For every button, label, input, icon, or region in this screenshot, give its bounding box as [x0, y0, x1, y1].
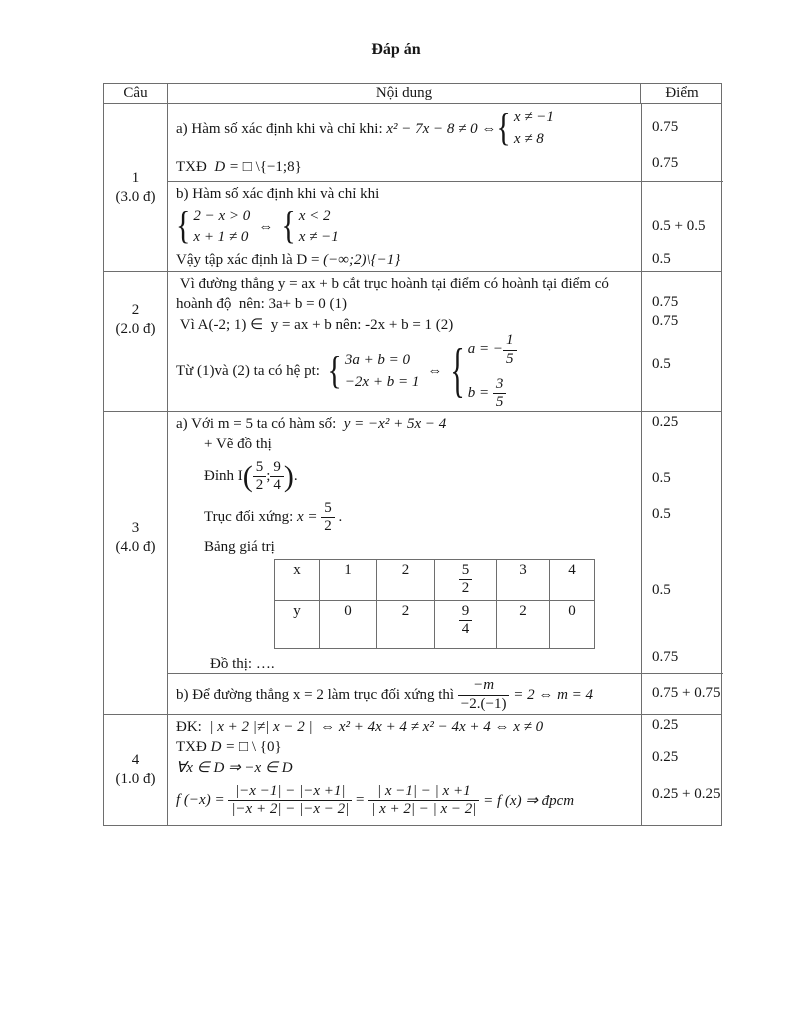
answer-text: ĐK: [176, 719, 210, 735]
answer-text: TXĐ [176, 739, 211, 756]
question-number: 1 [131, 169, 140, 186]
value-cell: 0 [320, 601, 377, 649]
answer-line [176, 499, 635, 537]
header-noidung: Nội dung [168, 84, 641, 103]
system-line: 2 − x > 0 [193, 207, 251, 224]
left-brace: { [327, 349, 342, 393]
system-line [468, 332, 517, 368]
question-score: (4.0 đ) [115, 539, 156, 555]
points-value: 0.25 [652, 749, 679, 765]
left-brace: { [496, 106, 511, 150]
answer-line [176, 778, 635, 824]
answer-math: = 2 ⇔ m = 4 [509, 686, 594, 703]
left-brace: { [281, 205, 296, 249]
system-line: 3a + b = 0 [344, 352, 411, 368]
answer-math: (−∞;2)\{−1} [323, 252, 401, 269]
brace-system [327, 350, 419, 394]
value-cell: y [275, 601, 320, 649]
question-2-subrow [168, 272, 723, 411]
answer-line: ∀x ∈ D ⇒ −x ∈ D [176, 759, 293, 776]
value-cell [435, 601, 497, 649]
brace-system [496, 107, 553, 151]
question-1-number [104, 104, 168, 271]
answer-line [176, 737, 635, 757]
answer-text: Trục đối xứng: [204, 509, 298, 525]
header-diem: Điểm [665, 85, 699, 101]
fraction: $\frac{1}{5}$ [503, 332, 517, 368]
iff-symbol: ⇔ [258, 218, 274, 235]
answer-text: a) Hàm số xác định khi và chỉ khi: [176, 120, 387, 137]
answer-math: b = [467, 384, 493, 401]
points-column [641, 715, 723, 825]
answer-text: Đỉnh I [204, 468, 243, 484]
system-line: x ≠ −1 [298, 229, 339, 246]
points-value: 0.75 + 0.75 [652, 685, 721, 701]
fraction: $\frac{-m}{-2.(-1)}$ [458, 677, 510, 713]
points-value: 0.5 + 0.5 [652, 218, 706, 234]
points-column [641, 104, 723, 181]
answer-line: Bảng giá trị [204, 538, 275, 555]
header-cau: Câu [104, 84, 168, 103]
points-column [641, 182, 723, 271]
value-table [274, 559, 595, 649]
points-column [641, 674, 723, 714]
answer-line: Vì A(-2; 1) ∈ y = ax + b nên: -2x + b = 1 (2) [176, 316, 454, 333]
question-3-row [104, 412, 721, 715]
answer-text: b) Để đường thẳng x = 2 làm trục đối xứng thì [176, 686, 458, 703]
question-2-row [104, 272, 721, 412]
question-score: (2.0 đ) [115, 320, 156, 337]
left-brace: { [450, 337, 465, 404]
answer-math: = f (x) ⇒ đpcm [479, 793, 575, 810]
answer-math: f (−x) = [176, 792, 229, 809]
answer-line [176, 717, 635, 737]
answer-math: a = − [467, 341, 503, 358]
answer-line [176, 250, 635, 270]
points-value: 0.5 [652, 506, 671, 522]
system-line: −2x + b = 1 [344, 373, 420, 390]
question-1b-subrow [168, 181, 723, 271]
value-cell: x [275, 560, 320, 601]
question-score: (3.0 đ) [115, 188, 156, 205]
points-value: 0.75 [652, 119, 679, 135]
points-value: 0.25 [652, 414, 679, 430]
question-1-row [104, 104, 721, 272]
question-1a-subrow [168, 104, 723, 181]
answer-text: . [293, 468, 298, 484]
fraction: $\frac{5}{2}$ [253, 459, 267, 495]
system-line [468, 376, 517, 411]
answer-math: D = [214, 159, 243, 175]
answer-math: x² − 7x − 8 ≠ 0 ⇔ [386, 120, 497, 137]
answer-line [176, 157, 635, 177]
question-4-subrow [168, 715, 723, 825]
question-4-number [104, 715, 168, 825]
page-title: Đáp án [371, 41, 421, 58]
question-2-number [104, 272, 168, 411]
value-cell: 2 [377, 560, 435, 601]
fraction: $\frac{5}{2}$ [459, 562, 473, 598]
points-value: 0.5 [652, 356, 671, 372]
answer-text: Từ (1)và (2) ta có hệ pt: [176, 363, 328, 380]
answer-math: x = [297, 509, 322, 525]
system-line: x ≠ 8 [513, 131, 544, 147]
points-value: 0.5 [652, 470, 671, 486]
points-column [641, 412, 723, 673]
value-cell: 1 [320, 560, 377, 601]
iff-symbol: ⇔ [427, 363, 443, 380]
value-cell: 3 [497, 560, 550, 601]
question-4-row [104, 715, 721, 825]
brace-system [281, 206, 338, 250]
equals-sign: = [352, 792, 369, 809]
question-3b-subrow [168, 673, 723, 714]
answer-text: Vậy tập xác định là D = [176, 252, 324, 269]
system-line: x < 2 [298, 207, 331, 224]
system-line: x ≠ −1 [513, 109, 554, 126]
value-cell [435, 560, 497, 601]
fraction: $\frac{| x -1| - | x +1}{| x + 2| - | x - 2|}$ [368, 783, 479, 819]
points-value: 0.5 [652, 251, 671, 267]
points-value: 0.25 [652, 717, 679, 733]
fraction: $\frac{|-x -1| - |-x +1|}{|-x + 2| - |-x - 2|}$ [228, 783, 352, 819]
value-cell: 0 [550, 601, 595, 649]
answer-table [103, 83, 722, 826]
answer-line: Vì đường thẳng y = ax + b cắt trục hoành tại điểm có hoành tại điểm có hoành độ nên: 3a+ b = 0 (1) [176, 276, 613, 313]
question-score: (1.0 đ) [115, 771, 156, 787]
table-header-row [104, 84, 721, 104]
answer-text: TXĐ [176, 159, 215, 175]
value-cell: 2 [497, 601, 550, 649]
question-3-number [104, 412, 168, 714]
answer-math: | x + 2 |≠| x − 2 | ⇔ x² + 4x + 4 ≠ x² − 4x + 4 ⇔ x ≠ 0 [209, 719, 544, 735]
answer-line [176, 455, 635, 499]
right-paren: ) [283, 459, 294, 493]
separator: ; [266, 468, 271, 484]
answer-text: . [334, 509, 343, 525]
answer-math: \ {0} [248, 739, 282, 756]
brace-system [450, 332, 516, 411]
fraction: $\frac{3}{5}$ [493, 376, 507, 411]
answer-line: b) Hàm số xác định khi và chỉ khi [176, 186, 380, 202]
points-column [641, 272, 723, 411]
answer-text: a) Với m = 5 ta có hàm số: [176, 416, 344, 432]
question-number: 4 [131, 752, 140, 769]
value-cell: 2 [377, 601, 435, 649]
left-brace: { [176, 205, 191, 249]
answer-math: y = −x² + 5x − 4 [343, 416, 447, 432]
r-set-box: □ [239, 739, 249, 756]
brace-system [176, 206, 250, 250]
answer-line: + Vẽ đồ thị [204, 436, 272, 453]
answer-line [176, 204, 635, 250]
system-line: x + 1 ≠ 0 [193, 229, 249, 246]
question-number: 3 [131, 520, 140, 537]
fraction: $\frac{9}{4}$ [459, 603, 473, 639]
question-number: 2 [131, 301, 140, 318]
answer-line [176, 676, 635, 714]
points-value: 0.5 [652, 582, 671, 598]
value-cell: 4 [550, 560, 595, 601]
answer-line [176, 106, 635, 152]
answer-math: D = [210, 739, 240, 756]
fraction: $\frac{9}{4}$ [270, 459, 284, 495]
points-value: 0.25 + 0.25 [652, 786, 721, 802]
points-value: 0.75 [652, 313, 679, 329]
points-value: 0.75 [652, 294, 679, 310]
fraction: $\frac{5}{2}$ [321, 500, 335, 536]
points-value: 0.75 [652, 649, 679, 665]
left-paren: ( [242, 459, 253, 493]
answer-line [176, 332, 635, 410]
r-set-box: □ [242, 159, 252, 175]
points-value: 0.75 [652, 155, 679, 171]
question-3a-subrow [168, 412, 723, 673]
answer-line: Đồ thị: …. [210, 655, 275, 672]
answer-line [176, 414, 635, 434]
answer-math: \{−1;8} [251, 159, 302, 175]
